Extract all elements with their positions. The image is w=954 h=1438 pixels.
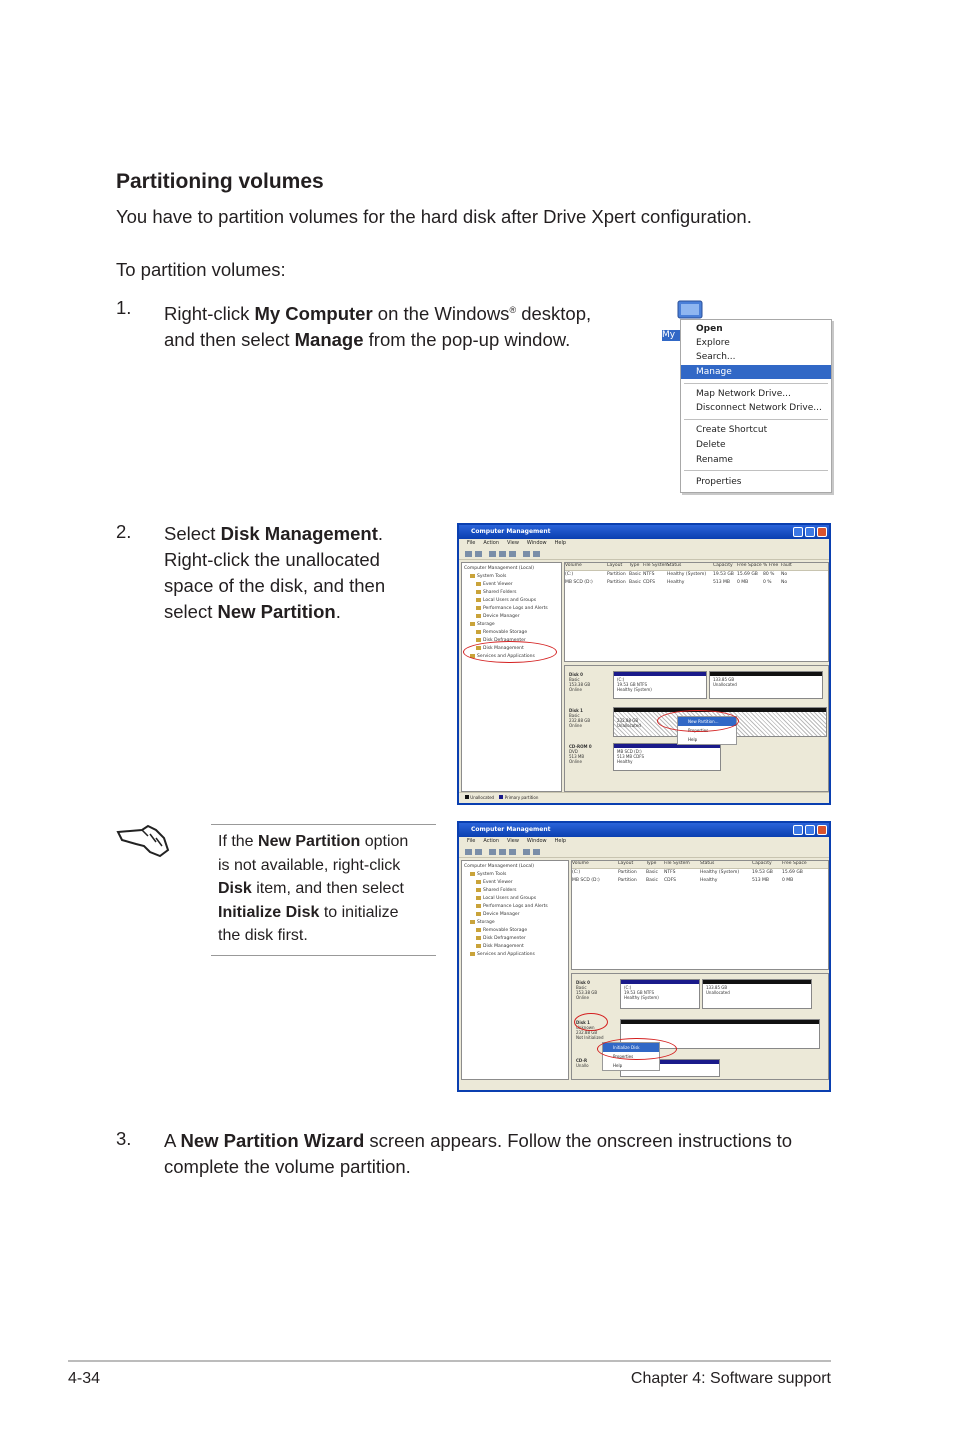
folder-icon [476, 638, 481, 642]
volume-list-header: Volume Layout Type File SystemStatus Capacity Free Space% Free Fault [565, 563, 828, 571]
menubar [459, 539, 829, 548]
window-title: Computer Management [459, 823, 829, 837]
tree-item[interactable]: Shared Folders [464, 589, 559, 597]
back-icon[interactable] [465, 849, 472, 855]
view-icon[interactable] [499, 849, 506, 855]
minimize-button[interactable] [793, 527, 803, 537]
tree-item[interactable]: Disk Defragmenter [464, 637, 559, 645]
menu-separator [684, 419, 828, 420]
table-row[interactable]: MB SCD (D:) Partition Basic CDFS Healthy 513 MB 0 MB [572, 878, 794, 883]
disk0-label[interactable]: Disk 0 Basic 153.38 GB Online [569, 672, 591, 692]
tree-item[interactable]: Storage [464, 621, 559, 629]
legend: Unallocated Primary partition [459, 792, 829, 803]
tree-item[interactable]: Device Manager [464, 911, 566, 919]
menu-view[interactable]: View [507, 838, 519, 844]
desktop-icon-label: My [662, 330, 680, 341]
view-icon[interactable] [499, 551, 506, 557]
tree-item[interactable]: Computer Management (Local) [464, 566, 535, 571]
up-icon[interactable] [489, 849, 496, 855]
computer-management-window-1 [457, 523, 831, 805]
export-icon[interactable] [533, 551, 540, 557]
disk0-unallocated[interactable]: 133.85 GB Unallocated [709, 671, 823, 699]
folder-icon [476, 630, 481, 634]
export-icon[interactable] [533, 849, 540, 855]
to-partition-text: To partition volumes: [116, 259, 286, 280]
folder-icon [470, 574, 475, 578]
menu-item-search[interactable]: Search... [696, 352, 736, 362]
folder-icon [476, 880, 481, 884]
back-icon[interactable] [465, 551, 472, 557]
folder-icon [476, 614, 481, 618]
step3-text: A New Partition Wizard screen appears. Follow the onscreen instructions to complete the volume partition. [164, 1130, 793, 1177]
menubar [459, 837, 829, 846]
menu-item-manage[interactable]: Manage [681, 365, 831, 379]
tree-item[interactable]: Shared Folders [464, 887, 566, 895]
folder-icon [476, 590, 481, 594]
menu-item-explore[interactable]: Explore [696, 338, 730, 348]
menu-item-rename[interactable]: Rename [696, 455, 733, 465]
menu-item-create-shortcut[interactable]: Create Shortcut [696, 425, 768, 435]
disk1-label[interactable]: Disk 1 Basic 232.88 GB Online [569, 708, 591, 728]
tree-item[interactable]: Event Viewer [464, 879, 566, 887]
tree-item[interactable]: Device Manager [464, 613, 559, 621]
tree-item[interactable]: Disk Defragmenter [464, 935, 566, 943]
folder-icon [476, 928, 481, 932]
close-button[interactable] [817, 825, 827, 835]
disk0-partition-c[interactable]: (C:) 19.53 GB NTFS Healthy (System) [620, 979, 700, 1009]
tree-item[interactable]: Computer Management (Local) [464, 864, 535, 869]
legend-swatch-unallocated [465, 795, 469, 799]
folder-icon [470, 920, 475, 924]
folder-icon [476, 888, 481, 892]
context-menu [680, 319, 832, 493]
menu-item-initialize-disk[interactable]: Initialize Disk [603, 1043, 659, 1052]
folder-icon [476, 936, 481, 940]
volume-list [571, 860, 829, 970]
tree-item[interactable]: Performance Logs and Alerts [464, 605, 559, 613]
console-tree [461, 860, 569, 1080]
chapter-label: Chapter 4: Software support [630, 1370, 831, 1387]
table-row[interactable]: (C:) Partition Basic NTFS Healthy (System) 19.53 GB 15.69 GB [572, 870, 803, 875]
highlight-oval [463, 641, 557, 663]
menu-item-map-network-drive[interactable]: Map Network Drive... [696, 389, 791, 399]
forward-icon[interactable] [475, 849, 482, 855]
menu-item-properties[interactable]: Properties [696, 477, 742, 487]
disk0-unallocated[interactable]: 133.85 GB Unallocated [702, 979, 812, 1009]
minimize-button[interactable] [793, 825, 803, 835]
menu-separator [684, 470, 828, 471]
step2-text: Select Disk Management. Right-click the unallocated space of the disk, and then select New Partition. [164, 523, 386, 622]
menu-help[interactable]: Help [554, 838, 567, 844]
tree-item[interactable]: Local Users and Groups [464, 597, 559, 605]
cdrom-label[interactable]: CD-ROM 0 DVD 513 MB Online [569, 744, 592, 764]
note-bottom-rule [211, 955, 436, 956]
menu-file[interactable]: File [467, 540, 476, 546]
volume-list-header: Volume Layout Type File System Status Capacity Free Space [572, 861, 828, 869]
tree-item-disk-management[interactable]: Disk Management [464, 645, 559, 653]
tree-item-disk-management[interactable]: Disk Management [464, 943, 566, 951]
tree-item[interactable]: Performance Logs and Alerts [464, 903, 566, 911]
console-tree [461, 562, 562, 792]
menu-item-help[interactable]: Help [688, 737, 698, 742]
intro-text: You have to partition volumes for the hard disk after Drive Xpert configuration. [116, 206, 752, 227]
folder-icon [476, 598, 481, 602]
close-button[interactable] [817, 527, 827, 537]
highlight-oval [597, 1038, 677, 1060]
computer-management-window-2 [457, 821, 831, 1092]
tree-item[interactable]: Services and Applications [464, 653, 559, 661]
highlight-oval [574, 1013, 608, 1031]
help-icon[interactable] [523, 849, 530, 855]
help-icon[interactable] [523, 551, 530, 557]
menu-window[interactable]: Window [526, 838, 547, 844]
menu-item-delete[interactable]: Delete [696, 440, 726, 450]
menu-item-properties[interactable]: Properties [688, 728, 709, 733]
tree-item[interactable]: System Tools [464, 573, 559, 581]
step1-number: 1. [116, 297, 132, 318]
folder-icon [476, 912, 481, 916]
step2-number: 2. [116, 521, 132, 542]
cdrom-label[interactable]: CD-R Unallo [576, 1058, 589, 1068]
cdrom-partition[interactable]: MB SCD (D:) 513 MB CDFS Healthy [613, 743, 721, 771]
menu-file[interactable]: File [467, 838, 476, 844]
table-row[interactable]: MB SCD (D:) Partition Basic CDFS Healthy 513 MB 0 MB 0 % No [565, 580, 788, 585]
forward-icon[interactable] [475, 551, 482, 557]
folder-icon [476, 904, 481, 908]
properties-icon[interactable] [509, 849, 516, 855]
toolbar [459, 847, 829, 858]
properties-icon[interactable] [509, 551, 516, 557]
disk1-unallocated[interactable]: 232.88 GB Unallocated [613, 707, 827, 737]
menu-action[interactable]: Action [483, 838, 500, 844]
folder-icon [476, 582, 481, 586]
tree-item[interactable]: Event Viewer [464, 581, 559, 589]
toolbar [459, 549, 829, 560]
menu-item-disconnect-network-drive[interactable]: Disconnect Network Drive... [696, 403, 822, 413]
table-row[interactable]: (C:) Partition Basic NTFS Healthy (System) 19.53 GB 15.69 GB 80 % No [565, 572, 788, 577]
disk-graphical-view [571, 973, 829, 1080]
disk0-label[interactable]: Disk 0 Basic 153.38 GB Online [576, 980, 598, 1000]
folder-icon [476, 896, 481, 900]
menu-view[interactable]: View [507, 540, 519, 546]
highlight-oval [657, 710, 739, 732]
tree-item[interactable]: Local Users and Groups [464, 895, 566, 903]
legend-swatch-primary [499, 795, 503, 799]
folder-icon [470, 872, 475, 876]
step1-text: Right-click My Computer on the Windows® desktop, and then select Manage from the pop-up window. [164, 303, 592, 351]
note-top-rule [211, 824, 436, 825]
volume-list [564, 562, 829, 662]
tree-item[interactable]: Services and Applications [464, 951, 566, 959]
menu-help[interactable]: Help [554, 540, 567, 546]
menu-item-properties[interactable]: Properties [613, 1054, 634, 1059]
menu-item-help[interactable]: Help [613, 1063, 623, 1068]
step3-number: 3. [116, 1128, 132, 1149]
note-text: If the New Partition option is not available, right-click Disk item, and then select Initialize Disk to initialize the disk first. [218, 833, 409, 944]
folder-icon [476, 606, 481, 610]
menu-separator [684, 383, 828, 384]
window-title: Computer Management [459, 525, 829, 539]
up-icon[interactable] [489, 551, 496, 557]
hand-icon [116, 822, 172, 862]
tree-item[interactable]: Removable Storage [464, 629, 559, 637]
footer-rule [68, 1360, 831, 1362]
folder-icon [470, 622, 475, 626]
menu-window[interactable]: Window [526, 540, 547, 546]
maximize-button[interactable] [805, 527, 815, 537]
tree-item[interactable]: Storage [464, 919, 566, 927]
section-heading: Partitioning volumes [116, 170, 324, 193]
tree-item[interactable]: Removable Storage [464, 927, 566, 935]
menu-item-new-partition[interactable]: New Partition... [678, 717, 736, 726]
menu-action[interactable]: Action [483, 540, 500, 546]
folder-icon [470, 952, 475, 956]
page-number: 4-34 [68, 1370, 101, 1387]
disk1-label[interactable]: Disk 1 Unknown 232.88 GB Not Initialized [576, 1020, 604, 1040]
disk-icon [476, 944, 481, 948]
menu-item-open[interactable]: Open [696, 324, 723, 334]
maximize-button[interactable] [805, 825, 815, 835]
tree-item[interactable]: System Tools [464, 871, 566, 879]
disk0-partition-c[interactable]: (C:) 19.53 GB NTFS Healthy (System) [613, 671, 707, 699]
